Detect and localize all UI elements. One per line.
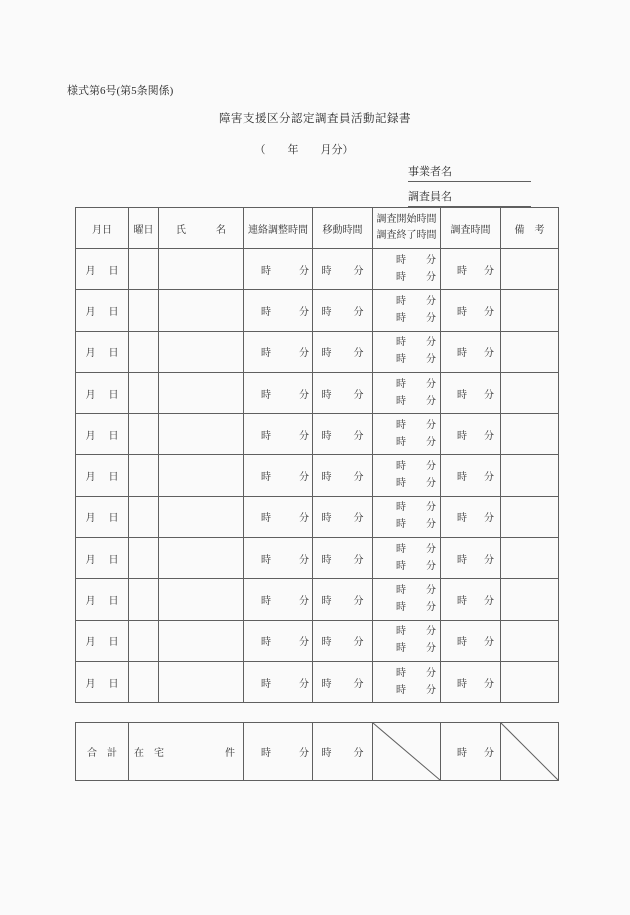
remarks-cell bbox=[501, 249, 559, 290]
col-header-start-time: 調査開始時間 bbox=[376, 214, 437, 225]
contact-time-cell: 時 分 bbox=[244, 372, 313, 413]
start-end-time-cell: 時 分 時 分 bbox=[373, 579, 441, 620]
col-header-month-day: 月日 bbox=[76, 208, 129, 249]
name-cell bbox=[159, 290, 244, 331]
total-label-cell: 合 計 bbox=[76, 723, 129, 781]
remarks-cell bbox=[501, 372, 559, 413]
activity-table-body bbox=[76, 249, 559, 703]
activity-row bbox=[76, 372, 559, 413]
month-day-cell: 月 日 bbox=[76, 579, 129, 620]
weekday-cell bbox=[129, 331, 159, 372]
remarks-cell bbox=[501, 331, 559, 372]
activity-row bbox=[76, 620, 559, 661]
contact-time-cell: 時 分 bbox=[244, 661, 313, 702]
survey-time-cell: 時 分 bbox=[441, 331, 501, 372]
month-day-cell: 月 日 bbox=[76, 249, 129, 290]
travel-time-cell: 時 分 bbox=[313, 372, 373, 413]
start-end-time-cell: 時 分 時 分 bbox=[373, 372, 441, 413]
weekday-cell bbox=[129, 249, 159, 290]
name-cell bbox=[159, 372, 244, 413]
weekday-cell bbox=[129, 455, 159, 496]
weekday-cell bbox=[129, 414, 159, 455]
remarks-cell bbox=[501, 496, 559, 537]
weekday-cell bbox=[129, 579, 159, 620]
remarks-cell bbox=[501, 661, 559, 702]
start-end-time-cell: 時 分 時 分 bbox=[373, 331, 441, 372]
survey-time-cell: 時 分 bbox=[441, 661, 501, 702]
name-cell bbox=[159, 496, 244, 537]
summary-contact-time-cell: 時 分 bbox=[244, 723, 313, 781]
month-day-cell: 月 日 bbox=[76, 414, 129, 455]
table-header-row bbox=[76, 208, 559, 249]
weekday-cell bbox=[129, 496, 159, 537]
survey-time-cell: 時 分 bbox=[441, 414, 501, 455]
activity-row bbox=[76, 496, 559, 537]
col-header-end-time: 調査終了時間 bbox=[376, 230, 437, 241]
investigator-name-label: 調査員名 bbox=[408, 191, 452, 203]
activity-row bbox=[76, 579, 559, 620]
month-day-cell: 月 日 bbox=[76, 661, 129, 702]
col-header-start-end-time bbox=[373, 208, 441, 249]
survey-time-cell: 時 分 bbox=[441, 372, 501, 413]
summary-remarks-diagonal-cell bbox=[501, 723, 559, 781]
contact-time-cell: 時 分 bbox=[244, 249, 313, 290]
summary-survey-time-cell: 時 分 bbox=[441, 723, 501, 781]
month-day-cell: 月 日 bbox=[76, 455, 129, 496]
travel-time-cell: 時 分 bbox=[313, 496, 373, 537]
remarks-cell bbox=[501, 455, 559, 496]
travel-time-cell: 時 分 bbox=[313, 290, 373, 331]
name-cell bbox=[159, 620, 244, 661]
period-line: （ 年 月分） bbox=[254, 144, 354, 156]
form-number: 様式第6号(第5条関係) bbox=[67, 85, 174, 97]
survey-time-cell: 時 分 bbox=[441, 290, 501, 331]
summary-start-end-diagonal-cell bbox=[373, 723, 441, 781]
col-header-name: 氏 名 bbox=[159, 208, 244, 249]
weekday-cell bbox=[129, 661, 159, 702]
activity-row bbox=[76, 249, 559, 290]
diagonal-line bbox=[501, 723, 558, 780]
month-day-cell: 月 日 bbox=[76, 290, 129, 331]
name-cell bbox=[159, 249, 244, 290]
remarks-cell bbox=[501, 414, 559, 455]
activity-row bbox=[76, 414, 559, 455]
col-header-travel-time: 移動時間 bbox=[313, 208, 373, 249]
month-day-cell: 月 日 bbox=[76, 331, 129, 372]
contact-time-cell: 時 分 bbox=[244, 496, 313, 537]
month-day-cell: 月 日 bbox=[76, 372, 129, 413]
col-header-remarks: 備 考 bbox=[501, 208, 559, 249]
name-cell bbox=[159, 538, 244, 579]
survey-time-cell: 時 分 bbox=[441, 579, 501, 620]
survey-time-cell: 時 分 bbox=[441, 496, 501, 537]
investigator-name-field bbox=[408, 188, 531, 207]
remarks-cell bbox=[501, 290, 559, 331]
col-header-survey-time: 調査時間 bbox=[441, 208, 501, 249]
business-name-label: 事業者名 bbox=[408, 166, 452, 178]
survey-time-cell: 時 分 bbox=[441, 538, 501, 579]
remarks-cell bbox=[501, 579, 559, 620]
form-title: 障害支援区分認定調査員活動記録書 bbox=[219, 113, 411, 125]
contact-time-cell: 時 分 bbox=[244, 290, 313, 331]
start-end-time-cell: 時 分 時 分 bbox=[373, 620, 441, 661]
remarks-cell bbox=[501, 538, 559, 579]
remarks-cell bbox=[501, 620, 559, 661]
home-label: 在 宅 bbox=[134, 748, 164, 759]
survey-time-cell: 時 分 bbox=[441, 249, 501, 290]
summary-row bbox=[76, 723, 559, 781]
col-header-weekday: 曜日 bbox=[129, 208, 159, 249]
activity-row bbox=[76, 661, 559, 702]
travel-time-cell: 時 分 bbox=[313, 455, 373, 496]
start-end-time-cell: 時 分 時 分 bbox=[373, 455, 441, 496]
travel-time-cell: 時 分 bbox=[313, 661, 373, 702]
contact-time-cell: 時 分 bbox=[244, 620, 313, 661]
weekday-cell bbox=[129, 372, 159, 413]
name-cell bbox=[159, 455, 244, 496]
name-cell bbox=[159, 331, 244, 372]
activity-table bbox=[75, 207, 559, 703]
travel-time-cell: 時 分 bbox=[313, 331, 373, 372]
start-end-time-cell: 時 分 時 分 bbox=[373, 249, 441, 290]
survey-time-cell: 時 分 bbox=[441, 620, 501, 661]
name-cell bbox=[159, 661, 244, 702]
weekday-cell bbox=[129, 538, 159, 579]
activity-row bbox=[76, 331, 559, 372]
month-day-cell: 月 日 bbox=[76, 496, 129, 537]
weekday-cell bbox=[129, 290, 159, 331]
name-cell bbox=[159, 579, 244, 620]
contact-time-cell: 時 分 bbox=[244, 455, 313, 496]
contact-time-cell: 時 分 bbox=[244, 331, 313, 372]
travel-time-cell: 時 分 bbox=[313, 538, 373, 579]
travel-time-cell: 時 分 bbox=[313, 249, 373, 290]
start-end-time-cell: 時 分 時 分 bbox=[373, 290, 441, 331]
contact-time-cell: 時 分 bbox=[244, 538, 313, 579]
travel-time-cell: 時 分 bbox=[313, 414, 373, 455]
month-day-cell: 月 日 bbox=[76, 538, 129, 579]
business-name-field bbox=[408, 163, 531, 182]
contact-time-cell: 時 分 bbox=[244, 414, 313, 455]
summary-table bbox=[75, 722, 559, 781]
start-end-time-cell: 時 分 時 分 bbox=[373, 661, 441, 702]
activity-row bbox=[76, 290, 559, 331]
travel-time-cell: 時 分 bbox=[313, 620, 373, 661]
travel-time-cell: 時 分 bbox=[313, 579, 373, 620]
contact-time-cell: 時 分 bbox=[244, 579, 313, 620]
name-cell bbox=[159, 414, 244, 455]
survey-time-cell: 時 分 bbox=[441, 455, 501, 496]
home-cases-cell bbox=[129, 723, 244, 781]
summary-travel-time-cell: 時 分 bbox=[313, 723, 373, 781]
start-end-time-cell: 時 分 時 分 bbox=[373, 414, 441, 455]
activity-row bbox=[76, 455, 559, 496]
start-end-time-cell: 時 分 時 分 bbox=[373, 538, 441, 579]
activity-row bbox=[76, 538, 559, 579]
weekday-cell bbox=[129, 620, 159, 661]
diagonal-line bbox=[373, 723, 440, 780]
month-day-cell: 月 日 bbox=[76, 620, 129, 661]
cases-unit-label: 件 bbox=[225, 748, 235, 759]
col-header-contact-time: 連絡調整時間 bbox=[244, 208, 313, 249]
start-end-time-cell: 時 分 時 分 bbox=[373, 496, 441, 537]
